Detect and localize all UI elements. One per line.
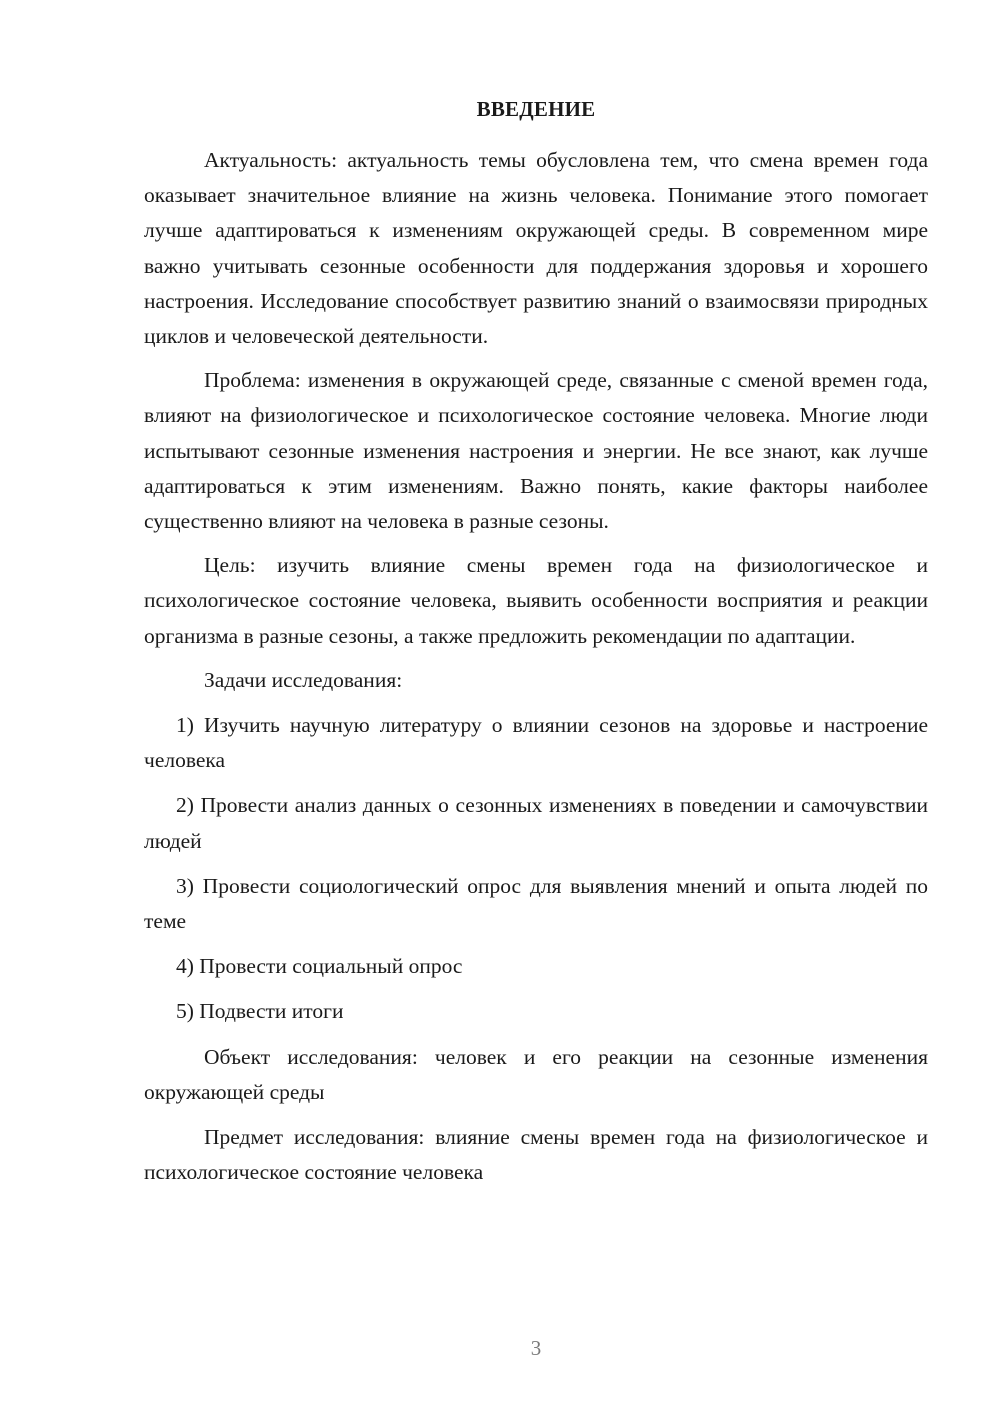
problem-paragraph: Проблема: изменения в окружающей среде, связанные с сменой времен года, влияют на физиологическое и психологическое состояние человека. Многие люди испытывают сезонные изменения настроения и энергии. Не все знают, как лучше адаптироваться к этим изменениям. Важно понять, какие факторы наиболее существенно влияют на человека в разные сезоны. [144, 368, 928, 534]
page-number: 3 [530, 1336, 542, 1360]
task-item-5: 5) Подвести итоги [176, 999, 344, 1024]
task-item-3: 3) Провести социологический опрос для выявления мнений и опыта людей по теме [144, 873, 928, 934]
tasks-title: Задачи исследования: [204, 667, 403, 692]
subject-paragraph: Предмет исследования: влияние смены времен года на физиологическое и психологическое состояние человека [144, 1125, 928, 1185]
task-item-1: 1) Изучить научную литературу о влиянии сезонов на здоровье и настроение человека [144, 713, 928, 773]
task-item-2: 2) Провести анализ данных о сезонных изменениях в поведении и самочувствии людей [144, 793, 928, 853]
task-item-4: 4) Провести социальный опрос [176, 954, 463, 979]
goal-paragraph: Цель: изучить влияние смены времен года на физиологическое и психологическое состояние человека, выявить особенности восприятия и реакции организма в разные сезоны, а также предложить рекомендации по адаптации. [144, 553, 928, 648]
object-paragraph: Объект исследования: человек и его реакции на сезонные изменения окружающей среды [144, 1044, 928, 1104]
relevance-paragraph: Актуальность: актуальность темы обусловлена тем, что смена времен года оказывает значительное влияние на жизнь человека. Понимание этого помогает лучше адаптироваться к изменениям окружающей среды. В современном мире важно учитывать сезонные особенности для поддержания здоровья и хорошего настроения. Исследование способствует развитию знаний о взаимосвязи природных циклов и человеческой деятельности. [144, 148, 928, 349]
section-heading: ВВЕДЕНИЕ [476, 97, 596, 121]
page-content [144, 94, 928, 1190]
